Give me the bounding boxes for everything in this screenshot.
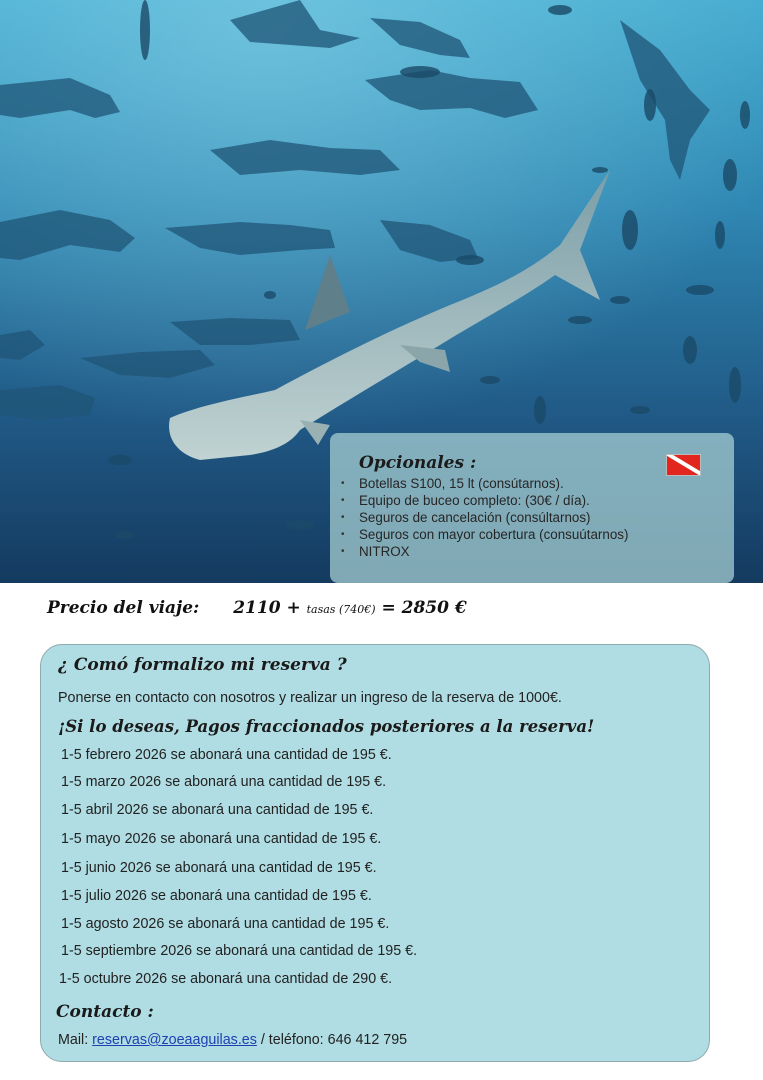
optional-item: • Seguros con mayor cobertura (consuútarnos) (359, 526, 714, 543)
mail-label: Mail: (58, 1032, 93, 1048)
optionals-title: Opcionales : (359, 453, 477, 473)
phone-text: / teléfono: 646 412 795 (256, 1032, 408, 1048)
optionals-panel (330, 433, 734, 583)
installments-heading: ¡Si lo deseas, Pagos fraccionados posteriores a la reserva! (58, 717, 595, 736)
reservation-heading: ¿ Comó formalizo mi reserva ? (58, 655, 347, 675)
installment-row: 1-5 julio 2026 se abonará una cantidad de 195 €. (61, 888, 372, 904)
installment-row: 1-5 septiembre 2026 se abonará una cantidad de 195 €. (61, 943, 418, 959)
price-base: 2110 + (233, 598, 307, 618)
installment-row: 1-5 abril 2026 se abonará una cantidad de 195 €. (61, 802, 374, 818)
trip-price (47, 598, 467, 618)
optionals-list (359, 475, 714, 560)
installment-row: 1-5 junio 2026 se abonará una cantidad de 195 €. (61, 860, 377, 876)
optional-item: • Botellas S100, 15 lt (consútarnos). (359, 475, 714, 492)
optional-item: • NITROX (359, 543, 714, 560)
price-total: = 2850 € (375, 598, 467, 618)
installment-row: 1-5 agosto 2026 se abonará una cantidad de 195 €. (61, 916, 390, 932)
email-link[interactable]: reservas@zoeaaguilas.es (92, 1032, 257, 1048)
optional-item: • Equipo de buceo completo: (30€ / día). (359, 492, 714, 509)
installment-row: 1-5 octubre 2026 se abonará una cantidad de 290 €. (59, 971, 393, 987)
dive-flag-icon (666, 454, 701, 476)
reservation-panel (40, 644, 710, 1062)
optional-item: • Seguros de cancelación (consúltarnos) (359, 509, 714, 526)
reservation-intro: Ponerse en contacto con nosotros y realizar un ingreso de la reserva de 1000€. (58, 690, 562, 706)
price-taxes: tasas (740€) (306, 603, 376, 616)
price-label: Precio del viaje: (47, 598, 200, 618)
installment-row: 1-5 febrero 2026 se abonará una cantidad de 195 €. (61, 747, 392, 763)
installment-row: 1-5 mayo 2026 se abonará una cantidad de 195 €. (61, 831, 382, 847)
installment-row: 1-5 marzo 2026 se abonará una cantidad de 195 €. (61, 774, 387, 790)
contact-heading: Contacto : (56, 1002, 154, 1022)
contact-line (58, 1032, 407, 1048)
